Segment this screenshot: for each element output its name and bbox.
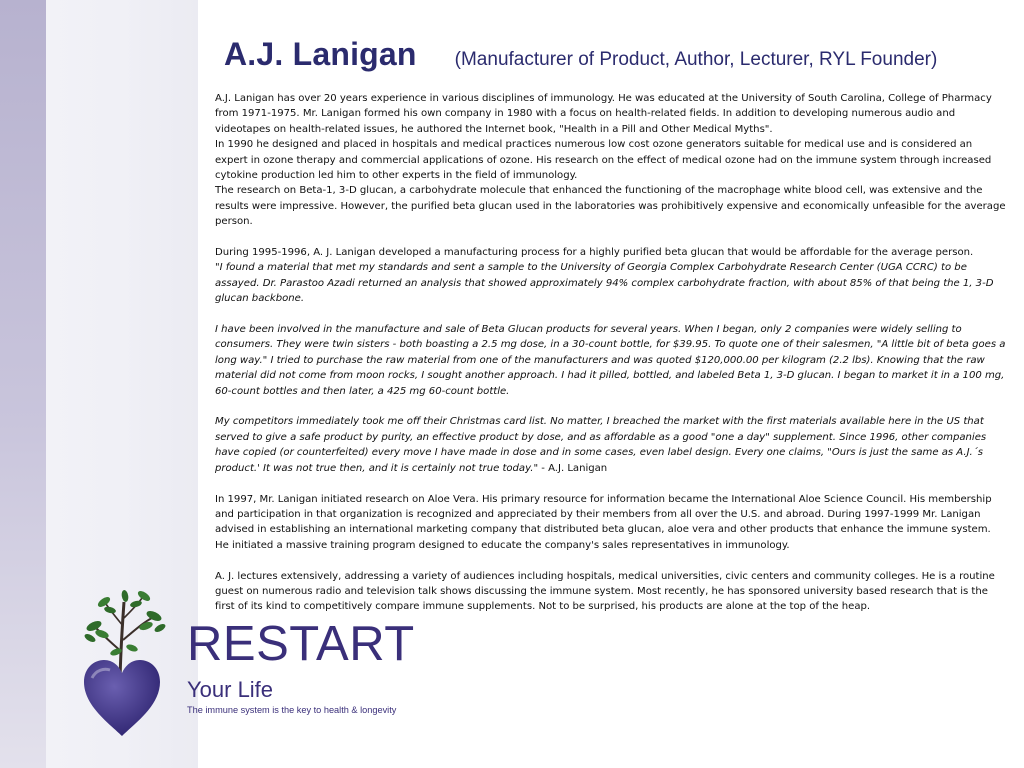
bio-quote-1: "I found a material that met my standards and sent a sample to the University of Georgia Complex Carbohydrate Research Center (UGA CCRC) to be assayed. Dr. Parastoo Azadi returned an analysis that showed approximately 94% complex carbohydrate fraction, with about 85% of that being the 1, 3-D glucan backbone.	[215, 262, 994, 305]
bio-quote-3-text: My competitors immediately took me off their Christmas card list. No matter, I breached the market with the first materials available here in the US that served to give a safe product by purity, an effective product by dose, and as affordable as a good "one a day" supplement. Since 1996, other companies have copied (or counterfeited) every move I have made in dose and in some cases, even label design. Every one claims, "Ours is just the same as A.J.´s product.' It was not true then, and it is certainly not true today."	[215, 416, 987, 474]
slide-title	[224, 36, 937, 76]
bio-paragraph-7: In 1997, Mr. Lanigan initiated research on Aloe Vera. His primary resource for information became the International Aloe Science Council. His membership and participation in that organization is recognized and appreciated by their members from all over the U.S. and abroad. During 1997-1999 Mr. Lanigan advised in establishing an international marketing company that distributed beta glucan, aloe vera and other products that enhance the immune system. He initiated a massive training program designed to educate the company's sales representatives in immunology.	[215, 493, 992, 551]
logo-subtitle: Your Life	[187, 677, 274, 702]
quote-attribution: - A.J. Lanigan	[538, 462, 608, 474]
logo-wordmark: RESTART	[187, 617, 415, 671]
bio-paragraph-1: A.J. Lanigan has over 20 years experience in various disciplines of immunology. He was educated at the University of South Carolina, College of Pharmacy from 1971-1975. Mr. Lanigan formed his own company in 1980 with a focus on health-related fields. In addition to developing numerous audio and videotapes on health-related issues, he authored the Internet book, "Health in a Pill and Other Medical Myths".	[215, 93, 992, 135]
title-name: A.J. Lanigan	[224, 36, 417, 72]
left-accent-stripe	[0, 0, 46, 768]
biography-text	[215, 91, 1007, 615]
bio-quote-3	[215, 414, 1007, 476]
bio-paragraph-3: The research on Beta-1, 3-D glucan, a carbohydrate molecule that enhanced the functioning of the macrophage white blood cell, was extensive and the results were impressive. However, the purified beta glucan used in the laboratories was prohibitively expensive and economically unfeasible for the average person.	[215, 185, 1006, 228]
logo-tagline: The immune system is the key to health & longevity	[187, 705, 397, 715]
bio-paragraph-8: A. J. lectures extensively, addressing a variety of audiences including hospitals, medical universities, civic centers and community colleges. He is a routine guest on numerous radio and television talk shows discussing the immune system. Most recently, he has sponsored university based research that is the first of its kind to competitively compare immune supplements. Not to be surprised, his products are alone at the top of the heap.	[215, 570, 995, 613]
bio-quote-2: I have been involved in the manufacture and sale of Beta Glucan products for several years. When I began, only 2 companies were widely selling to consumers. They were twin sisters - both boasting a 2.5 mg dose, in a 30-count bottle, for $39.95. To quote one of their salesmen, "A little bit of beta goes a long way." I tried to purchase the raw material from one of the manufacturers and was quoted $120,000.00 per kilogram (2.2 lbs). Knowing that the raw material did not come from moon rocks, I sought another approach. I had it pilled, bottled, and labeled Beta 1, 3-D glucan. I began to market it in a 100 mg, 60-count bottles and then later, a 425 mg 60-count bottle.	[215, 324, 1006, 397]
title-roles: (Manufacturer of Product, Author, Lecturer, RYL Founder)	[454, 49, 938, 70]
bio-paragraph-4: During 1995-1996, A. J. Lanigan developed a manufacturing process for a highly purified beta glucan that would be affordable for the average person.	[215, 247, 974, 259]
bio-paragraph-2: In 1990 he designed and placed in hospitals and medical practices numerous low cost ozone generators suitable for medical use and is considered an expert in ozone therapy and commercial applications of ozone. His research on the effect of medical ozone had on the immune system through increased cytokine production led him to other experts in the field of immunology.	[215, 139, 992, 182]
